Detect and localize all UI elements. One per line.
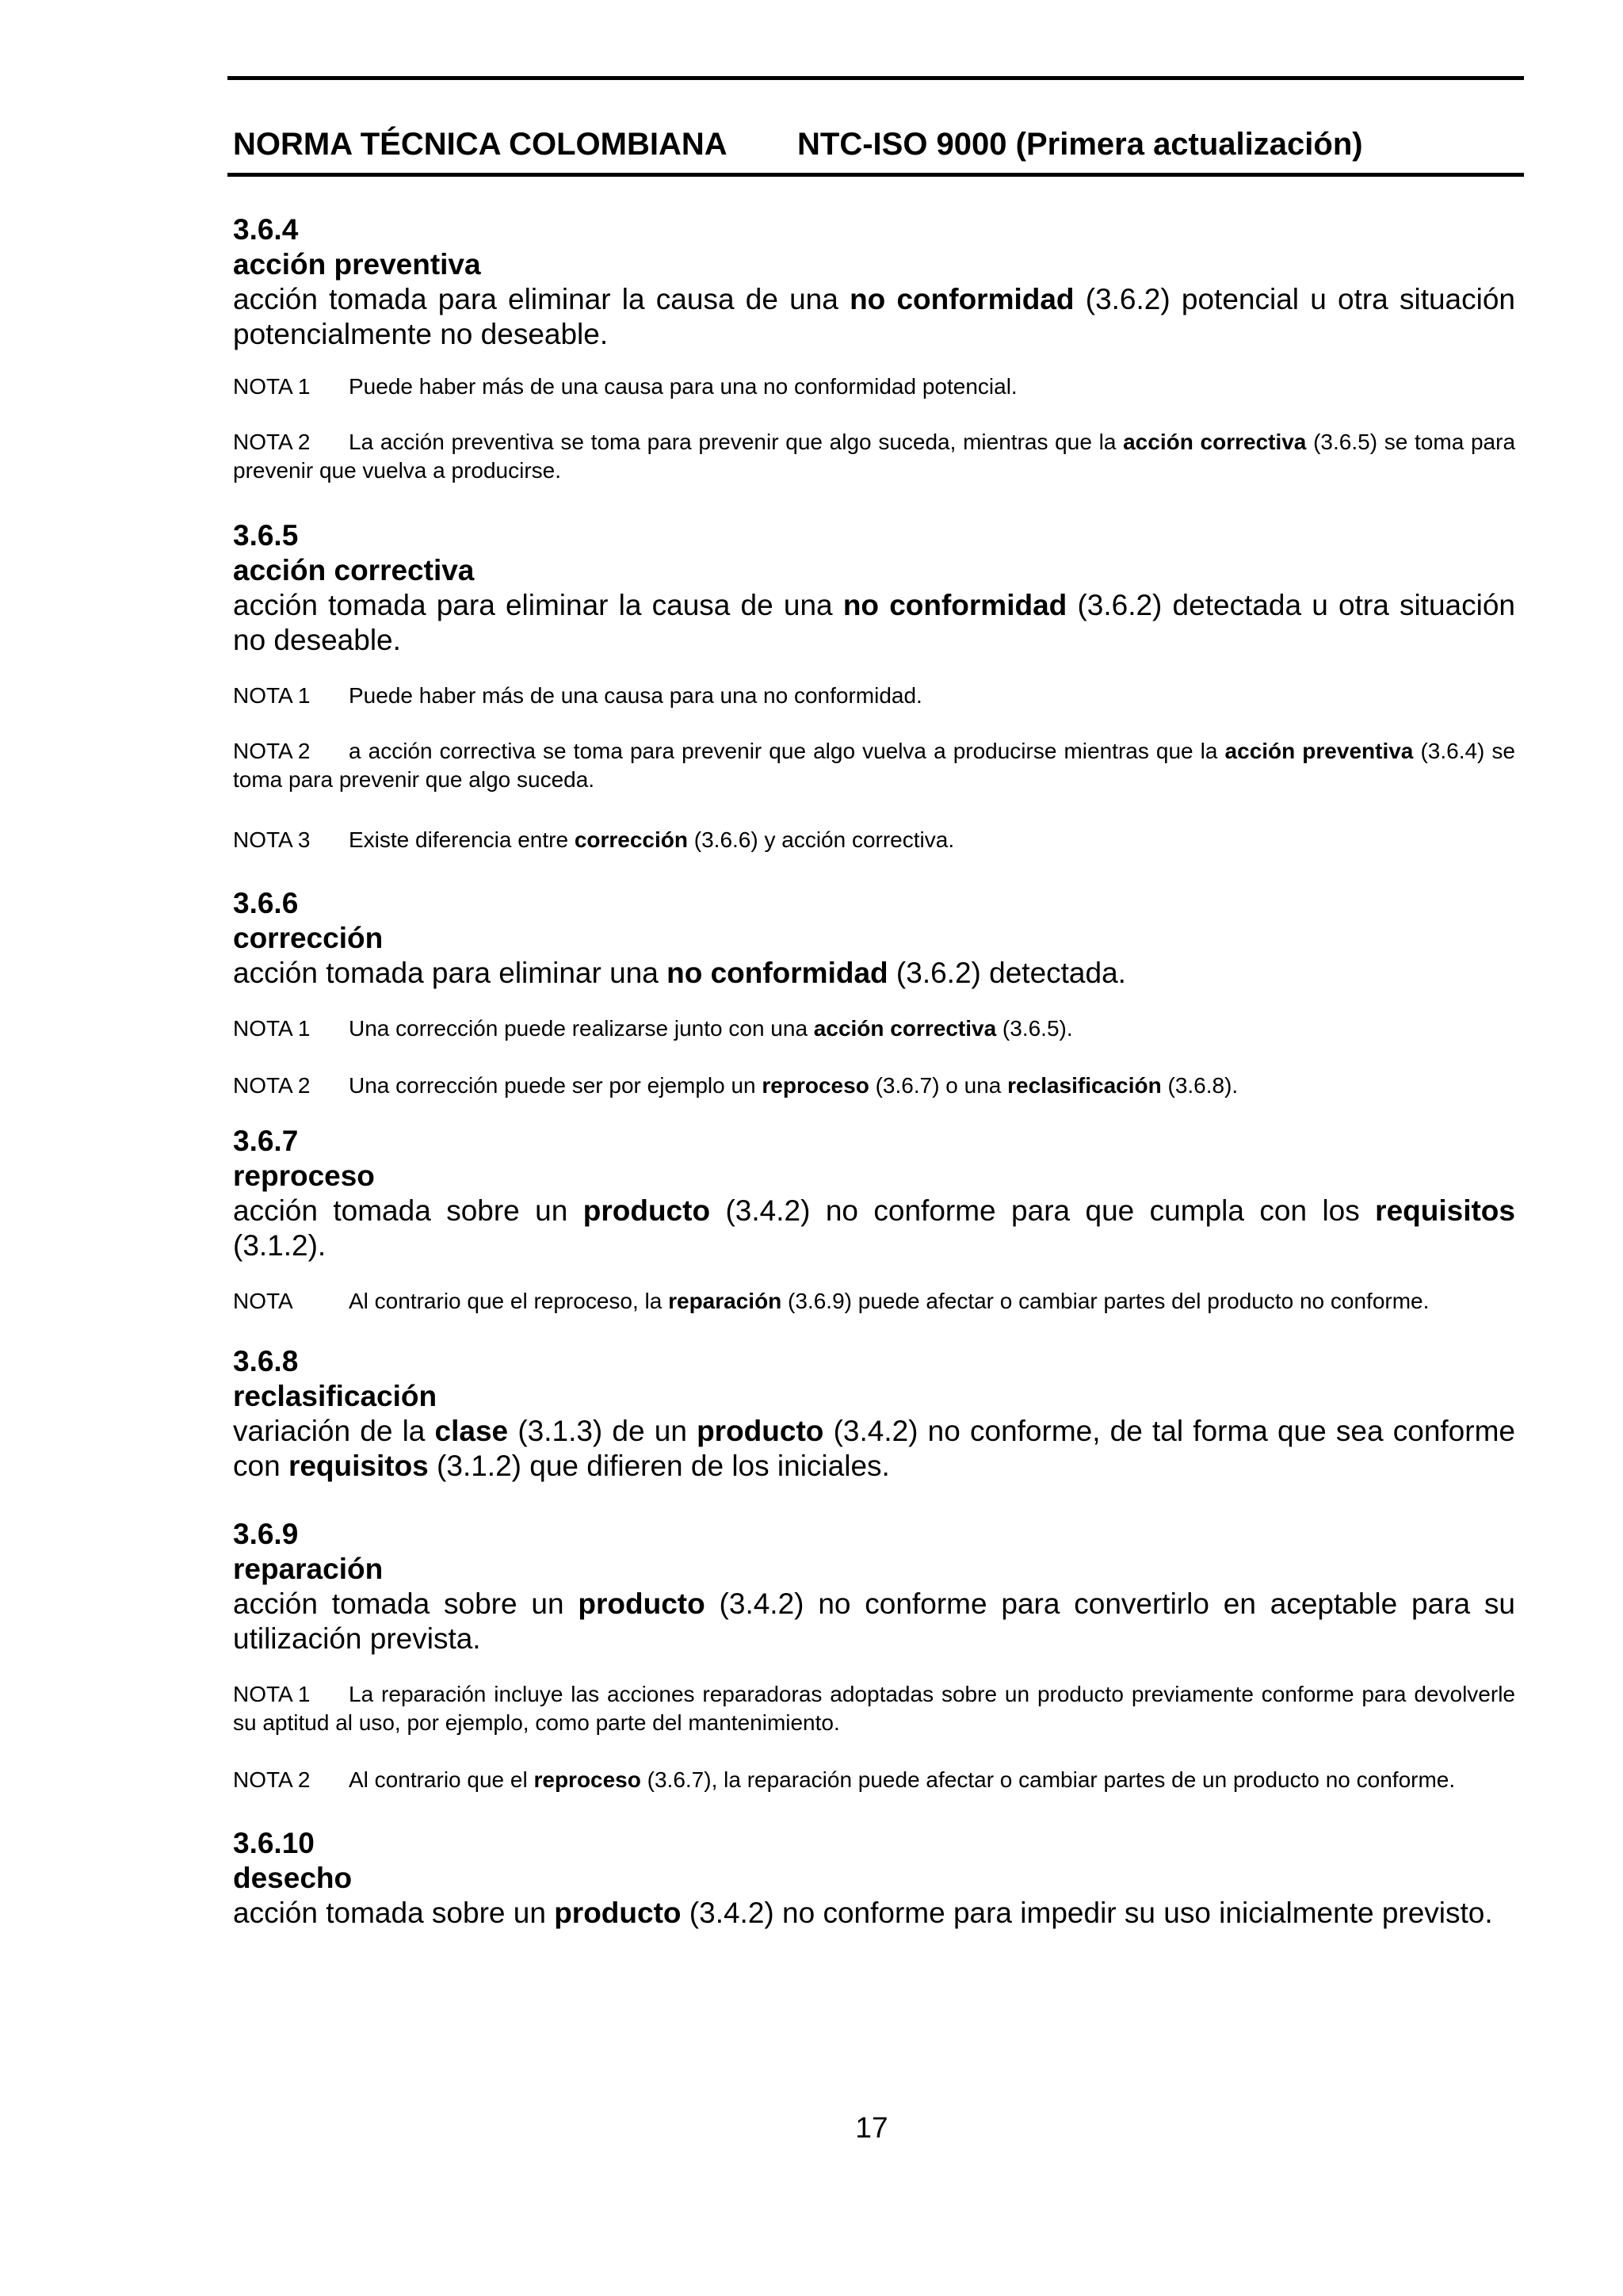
header-bottom-rule — [227, 173, 1524, 177]
section-3-6-9 — [233, 1517, 1515, 1794]
section-definition: acción tomada para eliminar la causa de una no conformidad (3.6.2) potencial u otra situación potencialmente no deseable. — [233, 283, 1516, 350]
note: NOTA 3 Existe diferencia entre corrección (3.6.6) y acción correctiva. — [233, 827, 955, 852]
section-term: desecho — [233, 1862, 353, 1894]
note: NOTA 1 Una corrección puede realizarse junto con una acción correctiva (3.6.5). — [233, 1016, 1073, 1041]
section-definition: acción tomada sobre un producto (3.4.2) no conforme para que cumpla con los requisitos (3.1.2). — [233, 1194, 1515, 1262]
section-3-6-6 — [233, 886, 1515, 1100]
section-definition: acción tomada sobre un producto (3.4.2) no conforme para convertirlo en aceptable para su utilización prevista. — [233, 1587, 1515, 1655]
note: NOTA 1 La reparación incluye las acciones reparadoras adoptadas sobre un producto previamente conforme para devolverle su aptitud al uso, por ejemplo, como parte del mantenimiento. — [233, 1682, 1515, 1735]
section-term: corrección — [233, 922, 384, 954]
section-definition: acción tomada para eliminar una no conformidad (3.6.2) detectada. — [233, 957, 1126, 989]
section-term: acción correctiva — [233, 554, 475, 586]
note: NOTA 1 Puede haber más de una causa para una no conformidad potencial. — [233, 374, 1018, 399]
section-number: 3.6.6 — [233, 887, 299, 919]
section-3-6-10 — [233, 1826, 1515, 1931]
note: NOTA 2 La acción preventiva se toma para prevenir que algo suceda, mientras que la acción correctiva (3.6.5) se toma para prevenir que vuelva a producirse. — [233, 430, 1516, 483]
note: NOTA 2 Una corrección puede ser por ejemplo un reproceso (3.6.7) o una reclasificación (3.6.8). — [233, 1073, 1239, 1098]
page-number: 17 — [855, 2111, 888, 2144]
header-standard: NTC-ISO 9000 (Primera actualización) — [797, 127, 1363, 162]
header-title: NORMA TÉCNICA COLOMBIANA — [233, 127, 727, 162]
section-term: acción preventiva — [233, 248, 481, 281]
section-term: reparación — [233, 1553, 384, 1585]
section-3-6-4 — [233, 212, 1515, 485]
note: NOTA 2 a acción correctiva se toma para prevenir que algo vuelva a producirse mientras que la acción preventiva (3.6.4) se toma para prevenir que algo suceda. — [233, 739, 1516, 792]
section-number: 3.6.8 — [233, 1345, 299, 1377]
header-top-rule — [227, 76, 1524, 80]
section-definition: acción tomada sobre un producto (3.4.2) no conforme para impedir su uso inicialmente previsto. — [233, 1897, 1493, 1929]
section-term: reproceso — [233, 1159, 375, 1192]
section-number: 3.6.7 — [233, 1125, 299, 1157]
section-3-6-8 — [233, 1344, 1515, 1484]
section-number: 3.6.9 — [233, 1518, 299, 1550]
section-term: reclasificación — [233, 1380, 437, 1412]
section-3-6-7 — [233, 1124, 1515, 1316]
page-content — [233, 212, 1515, 1931]
note: NOTA 1 Puede haber más de una causa para una no conformidad. — [233, 683, 922, 708]
section-number: 3.6.10 — [233, 1827, 315, 1859]
note: NOTA 2 Al contrario que el reproceso (3.6.7), la reparación puede afectar o cambiar partes de un producto no conforme. — [233, 1767, 1456, 1792]
note: NOTA Al contrario que el reproceso, la reparación (3.6.9) puede afectar o cambiar partes del producto no conforme. — [233, 1289, 1430, 1313]
section-number: 3.6.5 — [233, 519, 299, 552]
section-definition: acción tomada para eliminar la causa de una no conformidad (3.6.2) detectada u otra situación no deseable. — [233, 589, 1515, 656]
section-3-6-5 — [233, 518, 1515, 854]
page-header — [233, 127, 1363, 162]
section-number: 3.6.4 — [233, 213, 299, 246]
section-definition: variación de la clase (3.1.3) de un producto (3.4.2) no conforme, de tal forma que sea conforme con requisitos (3.1.2) que difieren de los iniciales. — [233, 1415, 1515, 1482]
